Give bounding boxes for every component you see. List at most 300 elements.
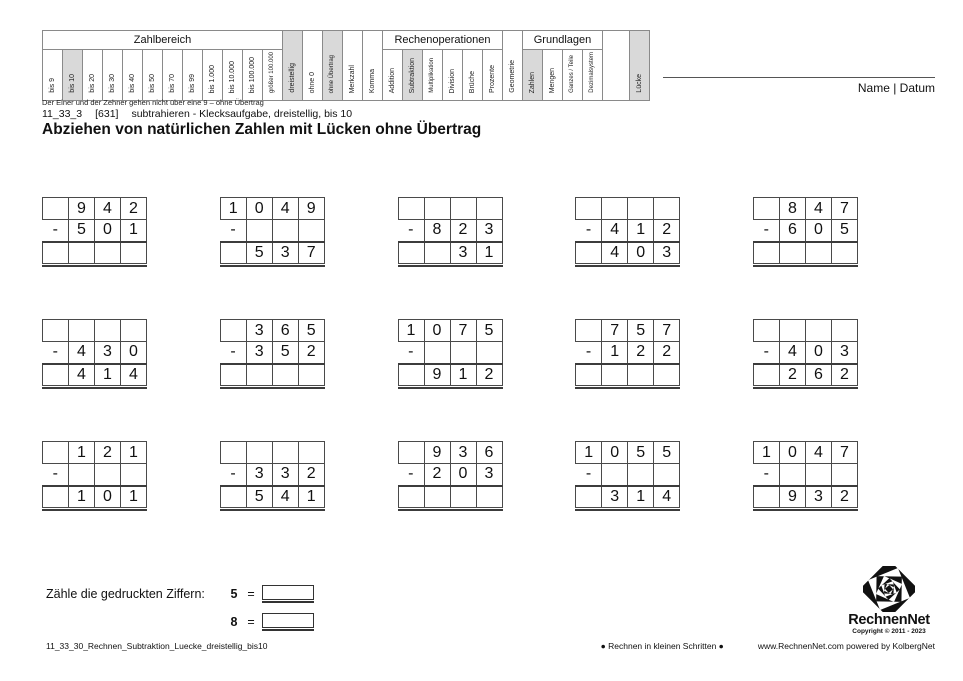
footer-website: www.RechnenNet.com powered by KolbergNet [757, 641, 935, 651]
digit-cell: 7 [832, 198, 858, 220]
digit-cell: 4 [654, 486, 680, 508]
digit-cell: 2 [450, 220, 476, 242]
blank-cell [246, 220, 272, 242]
digit-cell: 3 [806, 486, 832, 508]
blank-cell [43, 486, 69, 508]
minus-sign: - [398, 342, 424, 364]
problem-grid [42, 197, 147, 264]
blank-cell [602, 198, 628, 220]
digit-cell: 3 [95, 342, 121, 364]
digit-cell: 9 [424, 364, 450, 386]
digit-cell: 5 [246, 242, 272, 264]
matrix-col-label: Merkzahl [348, 64, 356, 94]
blank-cell [450, 198, 476, 220]
matrix-col-label: bis 10.000 [228, 60, 236, 94]
subtraction-problem-9 [575, 319, 680, 389]
matrix-col-bis-10 [63, 50, 83, 101]
rechnennet-logo [831, 566, 947, 635]
minus-sign: - [754, 464, 780, 486]
digit-cell: 1 [121, 486, 147, 508]
blank-cell [424, 486, 450, 508]
subtraction-problem-5 [753, 197, 858, 267]
digit-cell: 3 [476, 220, 502, 242]
count-answer-box [262, 585, 314, 600]
blank-cell [806, 242, 832, 264]
problem-grid [220, 441, 325, 508]
blank-cell [43, 198, 69, 220]
blank-cell [220, 486, 246, 508]
matrix-col-label: bis 100.000 [248, 56, 256, 94]
blank-cell [654, 364, 680, 386]
digit-cell: 1 [754, 442, 780, 464]
blank-cell [43, 242, 69, 264]
count-answer-box-wrap [262, 585, 314, 603]
matrix-col-bis-10-000 [223, 50, 243, 101]
matrix-col-division [443, 50, 463, 101]
blank-cell [220, 442, 246, 464]
matrix-col-bis-40 [123, 50, 143, 101]
blank-cell [95, 242, 121, 264]
blank-cell [69, 242, 95, 264]
problems-row [42, 441, 858, 511]
matrix-col-label: Mengen [548, 67, 556, 94]
digit-cell: 2 [654, 342, 680, 364]
matrix-col-ohne-übertrag [323, 31, 343, 101]
count-digit: 5 [230, 587, 238, 601]
digit-cell: 3 [476, 464, 502, 486]
digit-cell: 0 [806, 342, 832, 364]
matrix-col-zahlen [523, 50, 543, 101]
footer-filename: 11_33_30_Rechnen_Subtraktion_Luecke_dreistellig_bis10 [46, 641, 268, 651]
minus-sign: - [576, 464, 602, 486]
digit-cell: 1 [476, 242, 502, 264]
digit-cell: 4 [602, 242, 628, 264]
logo-copyright: Copyright © 2011 - 2023 [852, 627, 926, 635]
minus-sign: - [43, 220, 69, 242]
digit-cell: 2 [654, 220, 680, 242]
digit-cell: 0 [806, 220, 832, 242]
blank-cell [654, 198, 680, 220]
blank-cell [398, 486, 424, 508]
blank-cell [780, 464, 806, 486]
matrix-col-addition [383, 50, 403, 101]
subtraction-problem-12 [220, 441, 325, 511]
matrix-col-label: bis 70 [168, 74, 176, 94]
subtraction-problem-11 [42, 441, 147, 511]
matrix-col-label: bis 99 [188, 74, 196, 94]
matrix-col-bis-70 [163, 50, 183, 101]
page-title: Abziehen von natürlichen Zahlen mit Lücken ohne Übertrag [42, 121, 482, 138]
problems-row [42, 319, 858, 389]
matrix-col-label: Zahlen [528, 71, 536, 94]
blank-cell [398, 198, 424, 220]
blank-cell [43, 364, 69, 386]
matrix-col-label: bis 40 [128, 74, 136, 94]
digit-cell: 2 [832, 364, 858, 386]
blank-cell [476, 342, 502, 364]
minus-sign: - [398, 464, 424, 486]
matrix-col-größer-100-000 [263, 50, 283, 101]
subtraction-problem-15 [753, 441, 858, 511]
problem-grid [220, 319, 325, 386]
digit-cell: 4 [806, 442, 832, 464]
blank-cell [398, 364, 424, 386]
digit-cell: 5 [628, 320, 654, 342]
blank-cell [398, 242, 424, 264]
digit-cell: 0 [602, 442, 628, 464]
blank-cell [780, 242, 806, 264]
matrix-col-ohne-0 [303, 31, 323, 101]
digit-cell: 9 [780, 486, 806, 508]
digit-cell: 6 [476, 442, 502, 464]
subtraction-problem-7 [220, 319, 325, 389]
matrix-col-empty [603, 31, 630, 101]
problem-grid [575, 441, 680, 508]
blank-cell [298, 364, 324, 386]
matrix-col-bis-30 [103, 50, 123, 101]
equals-sign: = [247, 587, 255, 601]
footer [46, 641, 935, 651]
equals-sign: = [247, 615, 255, 629]
blank-cell [754, 320, 780, 342]
digit-cell: 1 [602, 342, 628, 364]
subtraction-problem-3 [398, 197, 503, 267]
blank-cell [246, 364, 272, 386]
digit-cell: 2 [298, 342, 324, 364]
matrix-col-label: dreistellig [288, 63, 296, 94]
matrix-col-label: Dezimalsystem [589, 52, 596, 94]
digit-cell: 5 [246, 486, 272, 508]
matrix-col-bis-100-000 [243, 50, 263, 101]
minus-sign: - [576, 220, 602, 242]
digit-cell: 1 [121, 220, 147, 242]
subtraction-problem-10 [753, 319, 858, 389]
blank-cell [476, 198, 502, 220]
matrix-col-label: Komma [368, 68, 376, 94]
blank-cell [754, 242, 780, 264]
matrix-col-komma [363, 31, 383, 101]
matrix-col-merkzahl [343, 31, 363, 101]
problem-grid [42, 441, 147, 508]
problem-grid [575, 197, 680, 264]
matrix-col-label: bis 20 [88, 74, 96, 94]
digit-cell: 1 [450, 364, 476, 386]
blank-cell [654, 464, 680, 486]
matrix-col-bis-20 [83, 50, 103, 101]
problem-grid [42, 319, 147, 386]
digit-cell: 7 [654, 320, 680, 342]
minus-sign: - [43, 464, 69, 486]
digit-cell: 1 [298, 486, 324, 508]
digit-cell: 0 [95, 486, 121, 508]
blank-cell [121, 242, 147, 264]
matrix-col-label: ohne Übertrag [329, 54, 336, 94]
digit-cell: 2 [476, 364, 502, 386]
digit-cell: 1 [95, 364, 121, 386]
matrix-col-brüche [463, 50, 483, 101]
digit-cell: 4 [69, 364, 95, 386]
digit-cell: 1 [69, 442, 95, 464]
digit-cell: 3 [246, 320, 272, 342]
worksheet-code: 11_33_3 [42, 108, 83, 120]
digit-cell: 1 [628, 486, 654, 508]
blank-cell [602, 464, 628, 486]
blank-cell [424, 342, 450, 364]
blank-cell [576, 486, 602, 508]
digit-cell: 5 [476, 320, 502, 342]
digit-cell: 1 [220, 198, 246, 220]
digit-cell: 2 [780, 364, 806, 386]
digit-cell: 8 [780, 198, 806, 220]
count-task-label: Zähle die gedruckten Ziffern: [46, 587, 205, 601]
blank-cell [576, 364, 602, 386]
digit-cell: 4 [95, 198, 121, 220]
subtraction-problem-1 [42, 197, 147, 267]
blank-cell [298, 220, 324, 242]
blank-cell [780, 320, 806, 342]
name-datum-label: Name | Datum [857, 81, 935, 95]
digit-cell: 3 [450, 442, 476, 464]
blank-cell [450, 342, 476, 364]
blank-cell [476, 486, 502, 508]
blank-cell [121, 320, 147, 342]
count-row [46, 613, 314, 631]
rule-note: Der Einer und der Zehner gehen nicht über eine 9 – ohne Übertrag [42, 98, 264, 107]
subtraction-problem-4 [575, 197, 680, 267]
digit-cell: 9 [69, 198, 95, 220]
digit-cell: 5 [298, 320, 324, 342]
digit-cell: 4 [602, 220, 628, 242]
digit-cell: 5 [832, 220, 858, 242]
digit-cell: 4 [69, 342, 95, 364]
digit-cell: 3 [246, 342, 272, 364]
blank-cell [95, 320, 121, 342]
problem-grid [398, 441, 503, 508]
digit-cell: 4 [806, 198, 832, 220]
minus-sign: - [398, 220, 424, 242]
matrix-group-zahlbereich: Zahlbereich [43, 31, 283, 50]
digit-cell: 7 [450, 320, 476, 342]
digit-cell: 9 [298, 198, 324, 220]
digit-cell: 4 [780, 342, 806, 364]
worksheet-subtitle [42, 108, 365, 120]
blank-cell [576, 320, 602, 342]
digit-cell: 3 [654, 242, 680, 264]
blank-cell [246, 442, 272, 464]
matrix-col-lücke [630, 31, 650, 101]
problem-grid [398, 319, 503, 386]
blank-cell [220, 242, 246, 264]
minus-sign: - [754, 342, 780, 364]
digit-cell: 5 [628, 442, 654, 464]
minus-sign: - [43, 342, 69, 364]
blank-cell [69, 320, 95, 342]
digit-count-task [46, 585, 314, 641]
digit-cell: 4 [121, 364, 147, 386]
blank-cell [450, 486, 476, 508]
footer-slogan: ● Rechnen in kleinen Schritten ● [600, 641, 724, 651]
matrix-col-subtraktion [403, 50, 423, 101]
matrix-col-label: ohne 0 [308, 71, 316, 94]
matrix-col-label: Multiplikation [429, 58, 436, 94]
matrix-col-bis-9 [43, 50, 63, 101]
blank-cell [628, 364, 654, 386]
blank-cell [272, 442, 298, 464]
problem-grid [753, 197, 858, 264]
digit-cell: 1 [576, 442, 602, 464]
digit-cell: 0 [628, 242, 654, 264]
problems-area [42, 197, 858, 563]
blank-cell [576, 242, 602, 264]
minus-sign: - [220, 464, 246, 486]
digit-cell: 6 [780, 220, 806, 242]
blank-cell [298, 442, 324, 464]
matrix-col-label: bis 9 [48, 78, 56, 94]
digit-cell: 9 [424, 442, 450, 464]
digit-cell: 2 [628, 342, 654, 364]
digit-cell: 4 [272, 198, 298, 220]
matrix-col-label: bis 50 [148, 74, 156, 94]
digit-cell: 1 [69, 486, 95, 508]
matrix-col-label: bis 10 [68, 74, 76, 94]
matrix-col-label: Addition [388, 67, 396, 94]
digit-cell: 1 [628, 220, 654, 242]
matrix-col-label: Ganzes / Teile [569, 55, 576, 94]
digit-cell: 5 [69, 220, 95, 242]
minus-sign: - [220, 220, 246, 242]
blank-cell [628, 464, 654, 486]
blank-cell [832, 242, 858, 264]
blank-cell [69, 464, 95, 486]
matrix-col-label: Division [448, 68, 456, 94]
subtraction-problem-2 [220, 197, 325, 267]
digit-cell: 7 [298, 242, 324, 264]
blank-cell [95, 464, 121, 486]
blank-cell [628, 198, 654, 220]
digit-cell: 5 [272, 342, 298, 364]
blank-cell [398, 442, 424, 464]
blank-cell [220, 364, 246, 386]
matrix-col-label: bis 30 [108, 74, 116, 94]
matrix-row-groups [43, 31, 650, 50]
blank-cell [272, 220, 298, 242]
blank-cell [754, 364, 780, 386]
matrix-group-grundlagen: Grundlagen [523, 31, 603, 50]
digit-cell: 0 [95, 220, 121, 242]
blank-cell [754, 198, 780, 220]
matrix-col-bis-50 [143, 50, 163, 101]
count-row [46, 585, 314, 603]
digit-cell: 6 [272, 320, 298, 342]
digit-cell: 1 [121, 442, 147, 464]
digit-cell: 0 [121, 342, 147, 364]
matrix-col-label: Geometrie [508, 60, 516, 94]
matrix-col-label: Brüche [468, 70, 476, 94]
matrix-col-bis-1-000 [203, 50, 223, 101]
digit-cell: 2 [95, 442, 121, 464]
digit-cell: 0 [450, 464, 476, 486]
digit-cell: 3 [272, 242, 298, 264]
blank-cell [43, 320, 69, 342]
digit-cell: 5 [654, 442, 680, 464]
blank-cell [806, 464, 832, 486]
problem-grid [753, 319, 858, 386]
digit-cell: 2 [121, 198, 147, 220]
digit-cell: 4 [272, 486, 298, 508]
digit-cell: 3 [450, 242, 476, 264]
digit-cell: 1 [398, 320, 424, 342]
digit-cell: 0 [246, 198, 272, 220]
matrix-col-dreistellig [283, 31, 303, 101]
subtraction-problem-14 [575, 441, 680, 511]
matrix-col-label: bis 1.000 [208, 64, 216, 94]
digit-cell: 2 [424, 464, 450, 486]
digit-cell: 7 [602, 320, 628, 342]
problem-grid [398, 197, 503, 264]
matrix-col-label: Subtraktion [408, 57, 416, 94]
count-answer-box [262, 613, 314, 628]
digit-cell: 3 [246, 464, 272, 486]
digit-cell: 7 [832, 442, 858, 464]
matrix-group-rechenoperationen: Rechenoperationen [383, 31, 503, 50]
blank-cell [602, 364, 628, 386]
blank-cell [43, 442, 69, 464]
blank-cell [576, 198, 602, 220]
matrix-col-label: Lücke [635, 74, 643, 94]
digit-cell: 6 [806, 364, 832, 386]
digit-cell: 3 [602, 486, 628, 508]
matrix-col-prozente [483, 50, 503, 101]
blank-cell [832, 464, 858, 486]
problems-row [42, 197, 858, 267]
digit-cell: 2 [832, 486, 858, 508]
name-datum-line [663, 77, 935, 95]
matrix-col-ganzes-teile [563, 50, 583, 101]
matrix-col-multiplikation [423, 50, 443, 101]
blank-cell [121, 464, 147, 486]
blank-cell [754, 486, 780, 508]
problem-grid [220, 197, 325, 264]
logo-wordmark: RechnenNet [848, 612, 930, 628]
minus-sign: - [220, 342, 246, 364]
blank-cell [424, 198, 450, 220]
digit-cell: 3 [832, 342, 858, 364]
digit-cell: 3 [272, 464, 298, 486]
minus-sign: - [754, 220, 780, 242]
worksheet-desc: subtrahieren - Klecksaufgabe, dreistellig, bis 10 [131, 108, 353, 120]
problem-grid [575, 319, 680, 386]
matrix-col-geometrie [503, 31, 523, 101]
minus-sign: - [576, 342, 602, 364]
blank-cell [806, 320, 832, 342]
matrix-col-bis-99 [183, 50, 203, 101]
worksheet-ref: [631] [95, 108, 119, 120]
problem-grid [753, 441, 858, 508]
count-answer-box-wrap [262, 613, 314, 631]
digit-cell: 0 [424, 320, 450, 342]
matrix-col-mengen [543, 50, 563, 101]
topic-matrix-table [42, 30, 650, 101]
matrix-col-label: größer 100.000 [269, 52, 276, 94]
blank-cell [832, 320, 858, 342]
count-digit: 8 [230, 615, 238, 629]
matrix-col-label: Prozente [488, 65, 496, 94]
subtraction-problem-6 [42, 319, 147, 389]
rechnennet-logo-icon [863, 566, 915, 612]
digit-cell: 8 [424, 220, 450, 242]
subtraction-problem-8 [398, 319, 503, 389]
subtraction-problem-13 [398, 441, 503, 511]
